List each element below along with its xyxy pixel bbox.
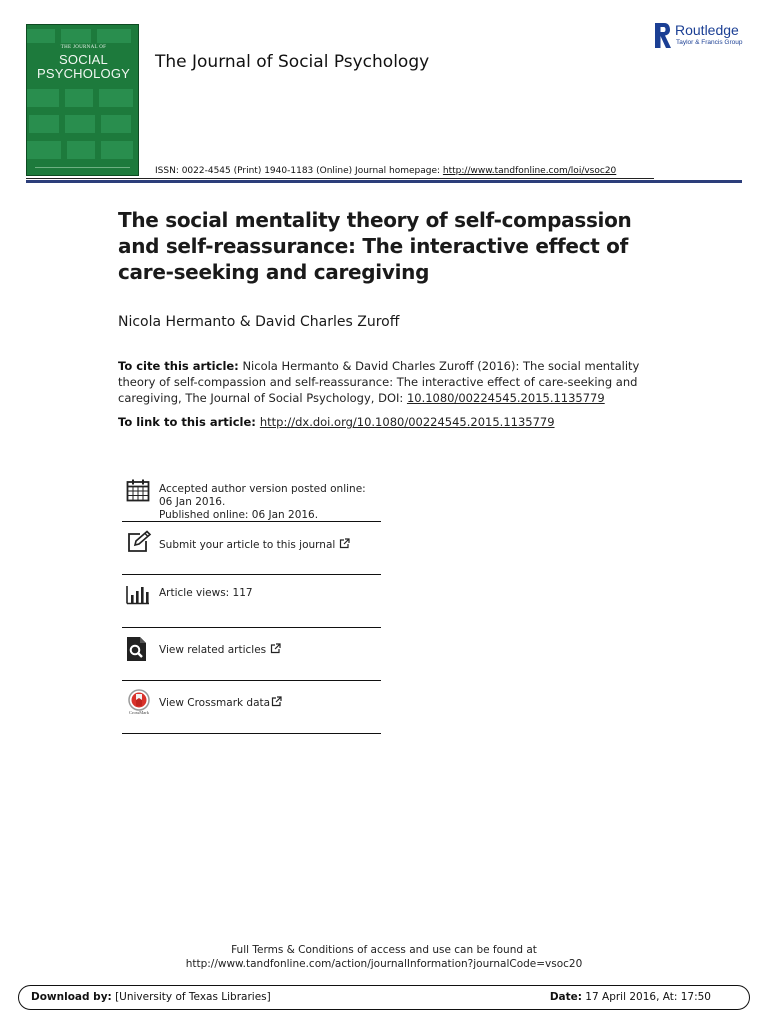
calendar-icon — [126, 478, 150, 502]
dates-text — [159, 483, 379, 522]
search-document-icon — [126, 636, 148, 662]
related-text — [159, 643, 281, 657]
submit-label: Submit your article to this journal — [159, 539, 336, 551]
article-info-list — [122, 470, 381, 734]
cover-footer-rule — [35, 167, 130, 170]
article-authors: Nicola Hermanto & David Charles Zuroff — [118, 314, 400, 330]
issn-text: ISSN: 0022-4545 (Print) 1940-1183 (Online) Journal homepage: — [155, 166, 443, 176]
external-link-icon — [270, 643, 281, 654]
article-link-line — [118, 415, 555, 429]
list-item-submit[interactable] — [122, 522, 381, 575]
publisher-subtitle: Taylor & Francis Group — [676, 39, 743, 46]
link-label: To link to this article: — [118, 415, 260, 429]
crossmark-label: View Crossmark data — [159, 697, 271, 709]
date-value: 17 April 2016, At: 17:50 — [581, 991, 711, 1003]
cover-small-text: THE JOURNAL OF — [60, 45, 107, 50]
cover-title — [27, 53, 139, 81]
crossmark-badge — [126, 689, 152, 719]
crossmark-caption: CrossMark — [129, 710, 149, 715]
terms-link[interactable]: http://www.tandfonline.com/action/journalInformation?journalCode=vsoc20 — [185, 958, 583, 970]
download-date — [550, 991, 711, 1003]
external-link-icon — [271, 696, 282, 707]
accepted-date: Accepted author version posted online: 06 Jan 2016. — [159, 483, 366, 508]
publisher-logo[interactable] — [654, 20, 750, 50]
terms-notice — [0, 943, 768, 971]
list-item-crossmark[interactable] — [122, 681, 381, 734]
header-rule-thin — [26, 178, 654, 179]
published-date: Published online: 06 Jan 2016. — [159, 509, 319, 521]
views-text: Article views: 117 — [159, 587, 253, 599]
edit-icon — [126, 530, 152, 554]
terms-line1: Full Terms & Conditions of access and use can be found at — [231, 944, 537, 956]
article-title: The social mentality theory of self-compassion and self-reassurance: The interactive effect of care-seeking and caregiving — [118, 208, 632, 284]
crossmark-icon — [126, 689, 152, 711]
list-item-views — [122, 575, 381, 628]
header-rule — [26, 180, 742, 183]
download-value: [University of Texas Libraries] — [111, 991, 271, 1003]
list-item-related[interactable] — [122, 628, 381, 681]
date-label: Date: — [549, 991, 582, 1003]
issn-line — [155, 166, 616, 176]
cite-doi-link[interactable]: 10.1080/00224545.2015.1135779 — [406, 391, 605, 405]
cover-title-line2: PSYCHOLOGY — [36, 66, 131, 81]
related-label: View related articles — [159, 644, 267, 656]
download-by — [31, 991, 271, 1003]
cite-text: Nicola Hermanto & David Charles Zuroff (2016): The social mentality theory of self-compassion and self-reassurance: The interactive effect of care-seeking and caregiving, The Journal of Social Psychology, DOI: — [118, 359, 640, 405]
bar-chart-icon — [126, 583, 150, 605]
publisher-name: Routledge — [675, 22, 739, 38]
download-info-bar — [18, 985, 750, 1010]
cite-label: To cite this article: — [118, 359, 239, 373]
journal-cover-image — [26, 24, 139, 176]
submit-text — [159, 538, 350, 552]
citation — [118, 358, 678, 406]
external-link-icon — [339, 538, 350, 549]
crossmark-text — [159, 696, 282, 710]
cover-title-line1: SOCIAL — [59, 52, 108, 67]
routledge-r-icon — [654, 22, 672, 49]
journal-name: The Journal of Social Psychology — [155, 52, 430, 72]
list-item-dates — [122, 470, 381, 522]
article-doi-link[interactable]: http://dx.doi.org/10.1080/00224545.2015.1135779 — [259, 415, 555, 429]
journal-homepage-link[interactable]: http://www.tandfonline.com/loi/vsoc20 — [442, 166, 617, 176]
download-label: Download by: — [31, 991, 112, 1003]
